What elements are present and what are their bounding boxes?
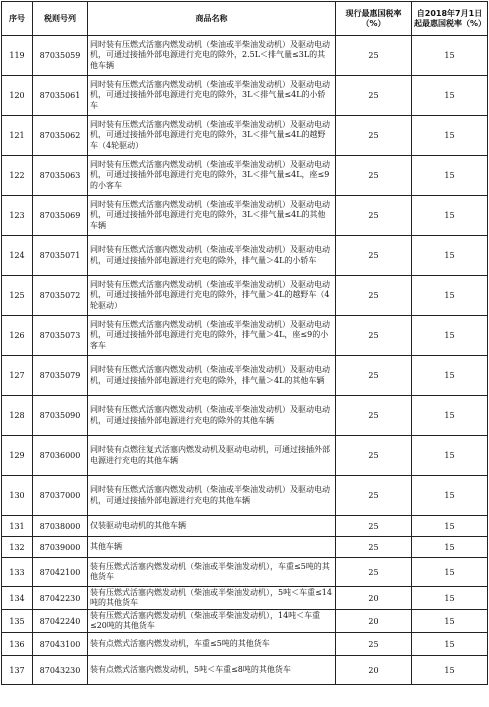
seq-cell: 121 xyxy=(2,116,33,156)
name-cell: 同时装有压燃式活塞内燃发动机（柴油或半柴油发动机）及驱动电动机，可通过接插外部电源进行充电的除外，3L＜排气量≤4L的越野车（4轮驱动） xyxy=(88,116,336,156)
name-cell: 仅装驱动电动机的其他车辆 xyxy=(88,516,336,537)
table-row xyxy=(2,396,488,436)
new-rate-cell: 15 xyxy=(412,558,488,587)
current-rate-cell: 25 xyxy=(336,633,412,656)
code-cell: 87035072 xyxy=(33,276,88,316)
name-cell: 同时装有压燃式活塞内燃发动机（柴油或半柴油发动机）及驱动电动机，可通过接插外部电源进行充电的除外，3L＜排气量≤4L的小轿车 xyxy=(88,76,336,116)
name-cell: 装有压燃式活塞内燃发动机（柴油或半柴油发动机），5吨＜车重≤14吨的其他货车 xyxy=(88,587,336,610)
new-rate-cell: 15 xyxy=(412,156,488,196)
name-cell: 同时装有压燃式活塞内燃发动机（柴油或半柴油发动机）及驱动电动机，可通过接插外部电源进行充电的除外，3L＜排气量≤4L，座≤9的小客车 xyxy=(88,156,336,196)
seq-cell: 120 xyxy=(2,76,33,116)
name-cell: 同时装有压燃式活塞内燃发动机（柴油或半柴油发动机）及驱动电动机，可通过接插外部电源进行充电的其他车辆 xyxy=(88,476,336,516)
code-cell: 87043230 xyxy=(33,656,88,685)
code-cell: 87037000 xyxy=(33,476,88,516)
new-rate-cell: 15 xyxy=(412,656,488,685)
code-cell: 87035079 xyxy=(33,356,88,396)
code-cell: 87039000 xyxy=(33,537,88,558)
new-rate-cell: 15 xyxy=(412,236,488,276)
code-cell: 87035073 xyxy=(33,316,88,356)
seq-cell: 119 xyxy=(2,36,33,76)
current-rate-cell: 25 xyxy=(336,276,412,316)
new-rate-cell: 15 xyxy=(412,116,488,156)
seq-cell: 130 xyxy=(2,476,33,516)
name-cell: 同时装有压燃式活塞内燃发动机（柴油或半柴油发动机）及驱动电动机，可通过接插外部电源进行充电的除外，2.5L＜排气量≤3L的其他车辆 xyxy=(88,36,336,76)
name-cell: 同时装有压燃式活塞内燃发动机（柴油或半柴油发动机）及驱动电动机，可通过接插外部电源进行充电的除外的其他车辆 xyxy=(88,396,336,436)
code-cell: 87035061 xyxy=(33,76,88,116)
table-row xyxy=(2,116,488,156)
seq-cell: 137 xyxy=(2,656,33,685)
name-cell: 装有压燃式活塞内燃发动机（柴油或半柴油发动机），车重≤5吨的其他货车 xyxy=(88,558,336,587)
seq-cell: 134 xyxy=(2,587,33,610)
table-row xyxy=(2,516,488,537)
current-rate-cell: 25 xyxy=(336,76,412,116)
new-rate-cell: 15 xyxy=(412,610,488,633)
current-rate-cell: 25 xyxy=(336,476,412,516)
new-rate-cell: 15 xyxy=(412,396,488,436)
table-row xyxy=(2,610,488,633)
table-body xyxy=(2,36,488,685)
table-row xyxy=(2,196,488,236)
new-rate-cell: 15 xyxy=(412,316,488,356)
current-rate-cell: 25 xyxy=(336,236,412,276)
table-row xyxy=(2,276,488,316)
code-cell: 87042240 xyxy=(33,610,88,633)
code-cell: 87035071 xyxy=(33,236,88,276)
current-rate-cell: 25 xyxy=(336,316,412,356)
table-row xyxy=(2,156,488,196)
table-row xyxy=(2,436,488,476)
table-row xyxy=(2,476,488,516)
current-rate-cell: 25 xyxy=(336,196,412,236)
name-cell: 装有点燃式活塞内燃发动机，车重≤5吨的其他货车 xyxy=(88,633,336,656)
new-rate-cell: 15 xyxy=(412,196,488,236)
current-rate-cell: 25 xyxy=(336,537,412,558)
current-rate-cell: 25 xyxy=(336,356,412,396)
header-code: 税则号列 xyxy=(33,2,88,36)
name-cell: 同时装有压燃式活塞内燃发动机（柴油或半柴油发动机）及驱动电动机，可通过接插外部电源进行充电的除外，3L＜排气量≤4L的其他车辆 xyxy=(88,196,336,236)
new-rate-cell: 15 xyxy=(412,36,488,76)
seq-cell: 131 xyxy=(2,516,33,537)
new-rate-cell: 15 xyxy=(412,356,488,396)
current-rate-cell: 25 xyxy=(336,36,412,76)
tariff-table xyxy=(1,1,488,685)
table-row xyxy=(2,558,488,587)
seq-cell: 123 xyxy=(2,196,33,236)
code-cell: 87042230 xyxy=(33,587,88,610)
table-row xyxy=(2,36,488,76)
name-cell: 同时装有压燃式活塞内燃发动机（柴油或半柴油发动机）及驱动电动机，可通过接插外部电源进行充电的除外，排气量＞4L的其他车辆 xyxy=(88,356,336,396)
table-row xyxy=(2,656,488,685)
code-cell: 87038000 xyxy=(33,516,88,537)
table-row xyxy=(2,356,488,396)
current-rate-cell: 25 xyxy=(336,436,412,476)
seq-cell: 124 xyxy=(2,236,33,276)
new-rate-cell: 15 xyxy=(412,476,488,516)
new-rate-cell: 15 xyxy=(412,516,488,537)
current-rate-cell: 20 xyxy=(336,610,412,633)
seq-cell: 129 xyxy=(2,436,33,476)
seq-cell: 133 xyxy=(2,558,33,587)
header-new-rate: 自2018年7月1日起最惠国税率（%） xyxy=(412,2,488,36)
name-cell: 同时装有压燃式活塞内燃发动机（柴油或半柴油发动机）及驱动电动机，可通过接插外部电源进行充电的除外，排气量＞4L，座≤9的小客车 xyxy=(88,316,336,356)
header-row xyxy=(2,2,488,36)
new-rate-cell: 15 xyxy=(412,276,488,316)
current-rate-cell: 25 xyxy=(336,116,412,156)
name-cell: 装有点燃式活塞内燃发动机，5吨＜车重≤8吨的其他货车 xyxy=(88,656,336,685)
seq-cell: 122 xyxy=(2,156,33,196)
header-name: 商品名称 xyxy=(88,2,336,36)
code-cell: 87035062 xyxy=(33,116,88,156)
table-row xyxy=(2,537,488,558)
code-cell: 87043100 xyxy=(33,633,88,656)
seq-cell: 132 xyxy=(2,537,33,558)
header-seq: 序号 xyxy=(2,2,33,36)
seq-cell: 125 xyxy=(2,276,33,316)
new-rate-cell: 15 xyxy=(412,587,488,610)
new-rate-cell: 15 xyxy=(412,537,488,558)
table-row xyxy=(2,316,488,356)
current-rate-cell: 20 xyxy=(336,656,412,685)
table-row xyxy=(2,633,488,656)
name-cell: 同时装有压燃式活塞内燃发动机（柴油或半柴油发动机）及驱动电动机，可通过接插外部电源进行充电的除外，排气量＞4L的越野车（4轮驱动） xyxy=(88,276,336,316)
name-cell: 装有压燃式活塞内燃发动机（柴油或半柴油发动机），14吨＜车重≤20吨的其他货车 xyxy=(88,610,336,633)
code-cell: 87042100 xyxy=(33,558,88,587)
code-cell: 87035069 xyxy=(33,196,88,236)
table-row xyxy=(2,76,488,116)
code-cell: 87035063 xyxy=(33,156,88,196)
new-rate-cell: 15 xyxy=(412,76,488,116)
table-row xyxy=(2,587,488,610)
current-rate-cell: 20 xyxy=(336,587,412,610)
table-row xyxy=(2,236,488,276)
name-cell: 同时装有压燃式活塞内燃发动机（柴油或半柴油发动机）及驱动电动机，可通过接插外部电源进行充电的除外，排气量＞4L的小轿车 xyxy=(88,236,336,276)
new-rate-cell: 15 xyxy=(412,436,488,476)
seq-cell: 126 xyxy=(2,316,33,356)
seq-cell: 136 xyxy=(2,633,33,656)
current-rate-cell: 25 xyxy=(336,516,412,537)
code-cell: 87035090 xyxy=(33,396,88,436)
code-cell: 87036000 xyxy=(33,436,88,476)
header-current-rate: 现行最惠国税率（%） xyxy=(336,2,412,36)
seq-cell: 135 xyxy=(2,610,33,633)
current-rate-cell: 25 xyxy=(336,396,412,436)
name-cell: 同时装有点燃往复式活塞内燃发动机及驱动电动机，可通过接插外部电源进行充电的其他车辆 xyxy=(88,436,336,476)
current-rate-cell: 25 xyxy=(336,558,412,587)
current-rate-cell: 25 xyxy=(336,156,412,196)
name-cell: 其他车辆 xyxy=(88,537,336,558)
code-cell: 87035059 xyxy=(33,36,88,76)
seq-cell: 127 xyxy=(2,356,33,396)
new-rate-cell: 15 xyxy=(412,633,488,656)
seq-cell: 128 xyxy=(2,396,33,436)
